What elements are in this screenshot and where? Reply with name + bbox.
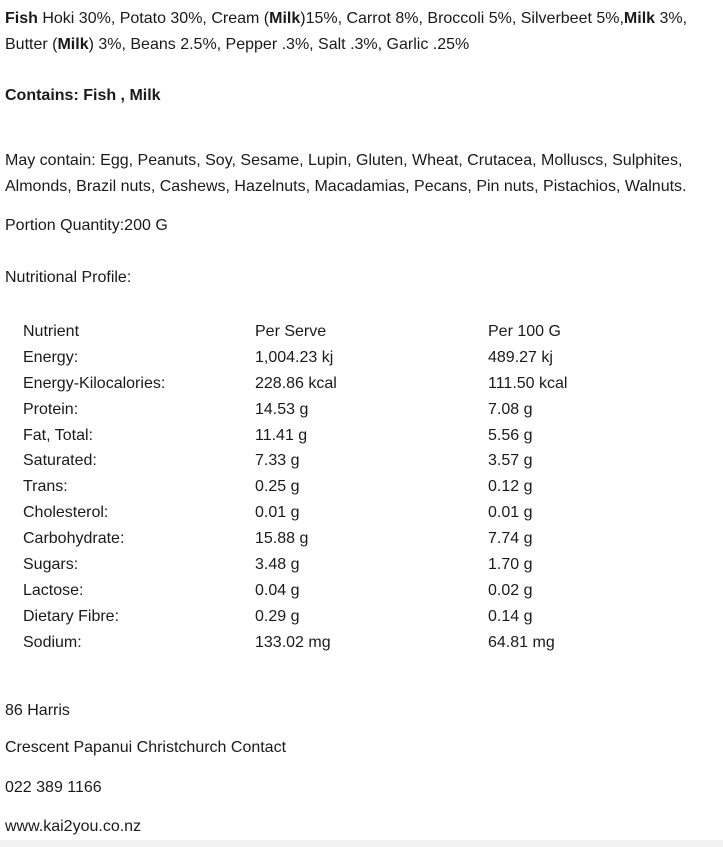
contains-allergens: Contains: Fish , Milk	[5, 87, 161, 104]
nutrient-name: Energy:	[23, 348, 79, 366]
ingredients-part-3: 3%, Butter (	[5, 10, 688, 53]
ingredients-part-1: Hoki 30%, Potato 30%, Cream (	[37, 10, 270, 27]
nutrient-name: Dietary Fibre:	[23, 607, 120, 625]
nutrient-name: Fat, Total:	[23, 426, 93, 444]
nutrition-header-row	[23, 319, 623, 345]
nutrient-name: Saturated:	[23, 452, 97, 470]
allergen-milk-2: Milk	[623, 10, 656, 27]
nutrition-row	[23, 552, 623, 578]
per-100g-value: 0.02 g	[488, 581, 533, 599]
per-100g-value: 0.14 g	[488, 607, 533, 625]
header-nutrient: Nutrient	[23, 323, 80, 340]
per-serve-value: 7.33 g	[255, 452, 300, 470]
ingredient-fish-label: Fish	[5, 10, 38, 27]
nutrient-name: Protein:	[23, 400, 79, 418]
per-serve-value: 1,004.23 kj	[255, 348, 334, 366]
allergen-milk-3: Milk	[57, 36, 89, 53]
per-serve-value: 15.88 g	[255, 530, 309, 548]
nutrition-row	[23, 423, 623, 449]
per-100g-value: 489.27 kj	[488, 348, 553, 366]
bottom-divider	[0, 840, 723, 847]
nutrition-row	[23, 578, 623, 604]
website-text: www.kai2you.co.nz	[5, 818, 142, 835]
nutrient-name: Sodium:	[23, 633, 82, 651]
ingredients-part-2: )15%, Carrot 8%, Broccoli 5%, Silverbeet 5%,	[300, 10, 624, 27]
nutrition-row	[23, 397, 623, 423]
portion-quantity: Portion Quantity:200 G	[5, 217, 168, 234]
nutrition-row	[23, 474, 623, 500]
per-serve-value: 3.48 g	[255, 556, 300, 574]
per-serve-value: 0.04 g	[255, 581, 300, 599]
per-100g-value: 0.12 g	[488, 478, 533, 496]
nutrient-name: Cholesterol:	[23, 504, 109, 522]
nutrient-name: Sugars:	[23, 556, 79, 574]
per-100g-value: 5.56 g	[488, 426, 533, 444]
per-100g-value: 3.57 g	[488, 452, 533, 470]
per-serve-value: 0.01 g	[255, 504, 300, 522]
per-serve-value: 11.41 g	[255, 426, 308, 444]
per-100g-value: 64.81 mg	[488, 633, 555, 651]
header-per-serve: Per Serve	[255, 323, 327, 340]
nutrient-name: Lactose:	[23, 581, 84, 599]
per-100g-value: 0.01 g	[488, 504, 533, 522]
nutrition-row	[23, 345, 623, 371]
nutrient-name: Energy-Kilocalories:	[23, 374, 166, 392]
nutrition-row	[23, 371, 623, 397]
nutrition-row	[23, 500, 623, 526]
nutritional-profile-heading: Nutritional Profile:	[5, 269, 132, 286]
per-serve-value: 0.25 g	[255, 478, 300, 496]
ingredients-text	[5, 6, 717, 58]
per-100g-value: 111.50 kcal	[488, 374, 568, 392]
ingredients-part-4: ) 3%, Beans 2.5%, Pepper .3%, Salt .3%, Garlic .25%	[88, 36, 470, 53]
nutrition-row	[23, 526, 623, 552]
address-line-2: Crescent Papanui Christchurch Contact	[5, 739, 287, 756]
per-100g-value: 7.08 g	[488, 400, 533, 418]
contact-phone: 022 389 1166	[5, 779, 102, 796]
address-line-1: 86 Harris	[5, 702, 70, 719]
header-per-100g: Per 100 G	[488, 323, 561, 340]
nutrition-row	[23, 604, 623, 630]
nutrition-row	[23, 448, 623, 474]
per-100g-value: 7.74 g	[488, 530, 533, 548]
nutrition-row	[23, 630, 623, 656]
may-contain-allergens: May contain: Egg, Peanuts, Soy, Sesame, Lupin, Gluten, Wheat, Crutacea, Molluscs, Sulphites, Almonds, Brazil nuts, Cashews, Hazelnuts, Macadamias, Pecans, Pin nuts, Pistachios, Walnuts.	[5, 152, 687, 195]
nutrient-name: Trans:	[23, 478, 68, 496]
per-serve-value: 0.29 g	[255, 607, 300, 625]
nutrient-name: Carbohydrate:	[23, 530, 125, 548]
per-serve-value: 14.53 g	[255, 400, 309, 418]
per-serve-value: 228.86 kcal	[255, 374, 337, 392]
per-100g-value: 1.70 g	[488, 556, 533, 574]
allergen-milk-1: Milk	[269, 10, 301, 27]
per-serve-value: 133.02 mg	[255, 633, 331, 651]
nutrition-table	[23, 319, 623, 656]
